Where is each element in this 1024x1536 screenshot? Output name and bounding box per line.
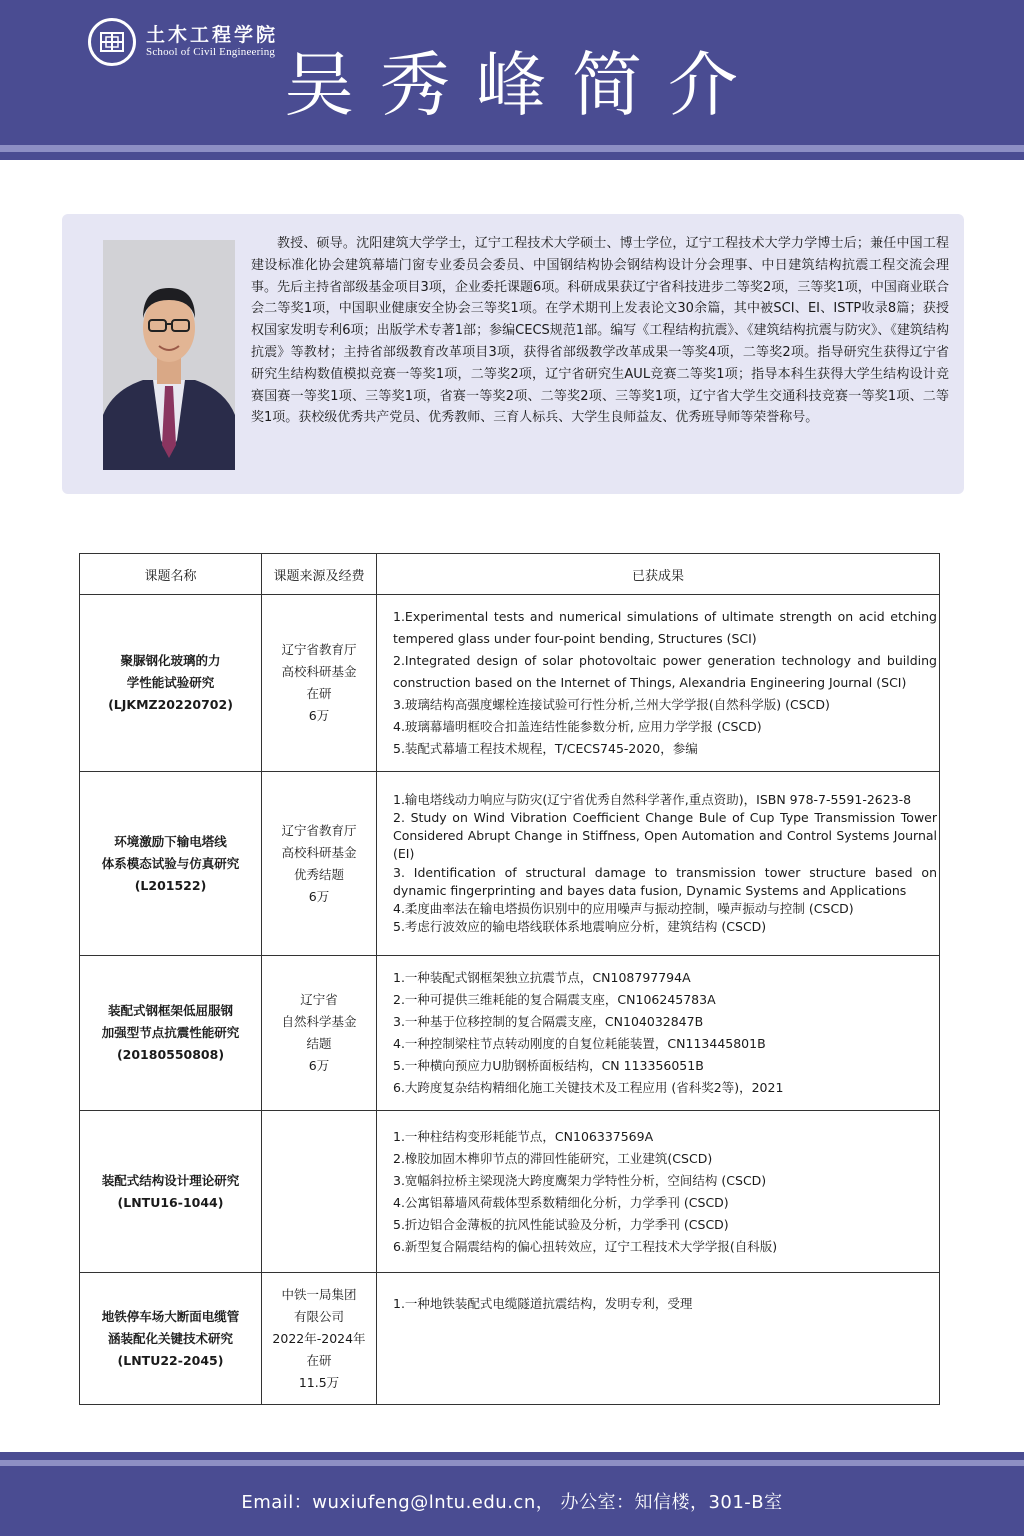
table-row [80,595,940,772]
table-header-row [80,554,940,595]
project-code: (L201522) [134,877,207,893]
result-item: 5.装配式幕墙工程技术规程，T/CECS745-2020，参编 [393,741,698,756]
result-item: 5.一种横向预应力U肋钢桥面板结构，CN 113356051B [393,1058,704,1073]
result-item: 4.一种控制梁柱节点转动刚度的自复位耗能装置，CN113445801B [393,1036,766,1051]
header-source-funding: 课题来源及经费 [262,554,377,595]
result-item: 1.输电塔线动力响应与防灾(辽宁省优秀自然科学著作,重点资助)，ISBN 978-7-5591-2623-8 [393,791,912,807]
school-logo-icon [88,18,136,66]
result-item: 4.公寓铝幕墙风荷载体型系数精细化分析，力学季刊 (CSCD) [393,1194,729,1210]
header-banner [0,0,1024,145]
source-line: 辽宁省 [300,992,338,1007]
project-funding: 6万 [308,888,330,904]
result-item: 3. Identification of structural damage to transmission tower structure based on dynamic fingerprinting and bayes data fusion, Dynamic Systems and Applications [393,864,937,898]
project-period: 2022年-2024年 [272,1330,366,1346]
project-status: 在研 [306,686,332,701]
result-item: 1.一种地铁装配式电缆隧道抗震结构，发明专利，受理 [393,1296,693,1311]
project-code: (LNTU16-1044) [117,1194,224,1210]
project-name-line: 装配式结构设计理论研究 [101,1172,240,1188]
results-list [393,791,937,937]
table-row [80,956,940,1111]
result-item: 2.Integrated design of solar photovoltaic power generation technology and building construction based on the Internet of Things, Alexandria Engineering Journal (SCI) [393,653,937,690]
source-line: 高校科研基金 [281,844,357,860]
project-results-cell [377,956,940,1111]
header-divider [0,145,1024,152]
result-item: 5.考虑行波效应的输电塔线联体系地震响应分析，建筑结构 (CSCD) [393,919,767,935]
projects-table [79,553,940,1405]
project-name-cell [80,595,262,772]
project-name-cell [80,772,262,956]
result-item: 1.一种柱结构变形耗能节点，CN106337569A [393,1128,654,1144]
source-line: 自然科学基金 [281,1014,357,1029]
results-list [393,606,937,760]
result-item: 4.玻璃幕墙明框咬合扣盖连结性能参数分析, 应用力学学报 (CSCD) [393,719,762,734]
result-item: 2.一种可提供三维耗能的复合隔震支座，CN106245783A [393,992,716,1007]
source-line: 有限公司 [293,1308,344,1324]
project-results-cell [377,1111,940,1273]
project-code: (20180550808) [116,1047,225,1062]
result-item: 3.一种基于位移控制的复合隔震支座，CN104032847B [393,1014,704,1029]
results-list [393,967,937,1099]
source-line: 辽宁省教育厅 [281,642,357,657]
header-results: 已获成果 [377,554,940,595]
project-source-cell [262,1273,377,1405]
project-name-line: 地铁停车场大断面电缆管 [101,1308,240,1324]
table-row [80,772,940,956]
contact-info: Email：wuxiufeng@lntu.edu.cn， 办公室：知信楼，301-B室 [241,1492,783,1513]
project-results-cell [377,1273,940,1405]
page-title: 吴秀峰简介 [284,44,764,126]
results-list [393,1293,937,1315]
portrait-illustration [103,240,235,470]
result-item: 2.橡胶加固木榫卯节点的滞回性能研究，工业建筑(CSCD) [393,1150,713,1166]
project-results-cell [377,595,940,772]
project-source-cell [262,1111,377,1273]
source-line: 中铁一局集团 [281,1286,357,1302]
project-funding: 11.5万 [298,1374,340,1390]
project-name-line: 学性能试验研究 [126,675,215,690]
project-name-line: 涵装配化关键技术研究 [107,1330,233,1346]
project-results-cell [377,772,940,956]
result-item: 6.大跨度复杂结构精细化施工关键技术及工程应用 (省科奖2等)，2021 [393,1080,784,1095]
project-name-line: 体系模态试验与仿真研究 [101,855,240,871]
project-name-cell [80,956,262,1111]
result-item: 6.新型复合隔震结构的偏心扭转效应，辽宁工程技术大学学报(自科版) [393,1238,778,1254]
source-line: 辽宁省教育厅 [281,822,357,838]
profile-photo [103,240,235,470]
result-item: 3.玻璃结构高强度螺栓连接试验可行性分析,兰州大学学报(自然科学版) (CSCD) [393,697,830,712]
footer-divider-dark [0,1452,1024,1460]
school-name-en: School of Civil Engineering [146,46,276,58]
project-code: (LNTU22-2045) [117,1352,224,1368]
header-project-name: 课题名称 [80,554,262,595]
project-status: 结题 [306,1036,332,1051]
project-source-cell [262,595,377,772]
results-list [393,1126,937,1258]
result-item: 2. Study on Wind Vibration Coefficient Change Bule of Cup Type Transmission Tower Considered Abrupt Change in Stiffness, Open Automation and Control Systems Journal (EI) [393,809,937,862]
footer-banner [0,1466,1024,1536]
project-name-line: 聚脲钢化玻璃的力 [120,653,221,668]
source-line: 高校科研基金 [281,664,357,679]
project-status: 优秀结题 [293,866,344,882]
table-row [80,1111,940,1273]
header-divider-dark [0,152,1024,160]
result-item: 3.宽幅斜拉桥主梁现浇大跨度鹰架力学特性分析，空间结构 (CSCD) [393,1172,767,1188]
project-name-cell [80,1273,262,1405]
result-item: 1.一种装配式钢框架独立抗震节点，CN108797794A [393,970,691,985]
project-funding: 6万 [308,1058,330,1073]
result-item: 4.柔度曲率法在输电塔损伤识别中的应用噪声与振动控制，噪声振动与控制 (CSCD) [393,900,854,916]
bio-text: 教授、硕导。沈阳建筑大学学士，辽宁工程技术大学硕士、博士学位，辽宁工程技术大学力学博士后；兼任中国工程建设标准化协会建筑幕墙门窗专业委员会委员、中国钢结构协会钢结构设计分会理事、中日建筑结构抗震工程交流会理事。先后主持省部级基金项目3项，企业委托课题6项。科研成果获辽宁省科技进步二等奖2项，三等奖1项，中国商业联合会二等奖1项，中国职业健康安全协会三等奖1项。在学术期刊上发表论文30余篇，其中被SCI、EI、ISTP收录8篇；获授权国家发明专利6项；出版学术专著1部；参编CECS规范1部。编写《工程结构抗震》、《建筑结构抗震与防灾》、《建筑结构抗震》等教材；主持省部级教育改革项目3项，获得省部级教学改革成果一等奖4项，二等奖2项。指导研究生获得辽宁省研究生结构数值模拟竞赛一等奖1项，二等奖2项，辽宁省研究生AUL竞赛二等奖1项；指导本科生获得大学生结构设计竞赛国赛一等奖1项、三等奖1项，省赛一等奖2项、二等奖2项、三等奖1项，辽宁省大学生交通科技竞赛一等奖1项、二等奖1项。获校级优秀共产党员、优秀教师、三育人标兵、大学生良师益友、优秀班导师等荣誉称号。 [251,236,949,426]
project-name-line: 环境激励下输电塔线 [114,833,227,849]
school-name-cn: 土木工程学院 [146,24,279,46]
project-source-cell [262,956,377,1111]
project-name-line: 加强型节点抗震性能研究 [101,1025,240,1040]
result-item: 1.Experimental tests and numerical simulations of ultimate strength on acid etching tempered glass under four-point bending, Structures (SCI) [393,609,937,646]
project-name-line: 装配式钢框架低屈服钢 [107,1003,233,1018]
table-row [80,1273,940,1405]
project-funding: 6万 [308,708,330,723]
result-item: 5.折边铝合金薄板的抗风性能试验及分析，力学季刊 (CSCD) [393,1216,729,1232]
project-name-cell [80,1111,262,1273]
project-code: (LJKMZ20220702) [108,697,233,712]
project-source-cell [262,772,377,956]
project-status: 在研 [306,1352,332,1368]
